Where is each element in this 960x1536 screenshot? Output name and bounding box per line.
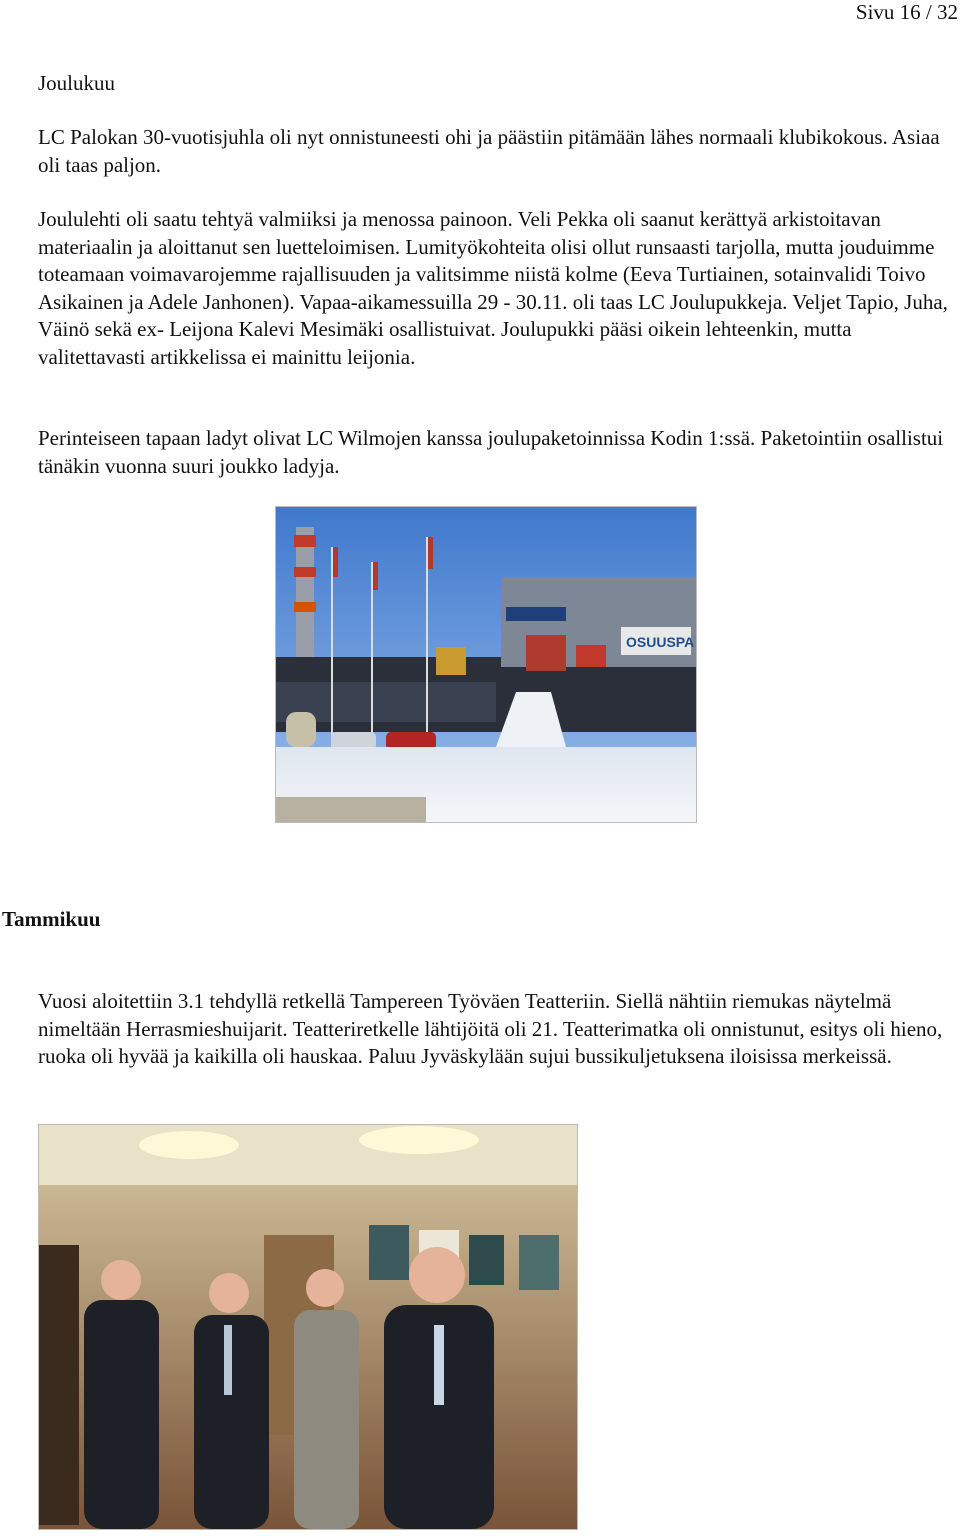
store-sign-osuuspa: OSUUSPA	[626, 634, 695, 650]
section-heading-december: Joulukuu	[38, 71, 116, 95]
shopping-centre-photo	[275, 506, 697, 823]
theatre-group-photo	[38, 1124, 578, 1530]
paragraph-december-1: LC Palokan 30-vuotisjuhla oli nyt onnistuneesti ohi ja päästiin pitämään lähes normaali klubikokous. Asiaa oli taas paljon.	[38, 125, 940, 177]
paragraph-december-3: Perinteiseen tapaan ladyt olivat LC Wilmojen kanssa joulupaketoinnissa Kodin 1:ssä. Paketointiin osallistui tänäkin vuonna suuri joukko ladyja.	[38, 426, 944, 478]
section-heading-january: Tammikuu	[2, 907, 101, 931]
paragraph-january-1: Vuosi aloitettiin 3.1 tehdyllä retkellä Tampereen Työväen Teatteriin. Siellä nähtiin riemukas näytelmä nimeltään Herrasmieshuijarit. Teatteriretkelle lähtijöitä oli 21. Teatterimatka oli onnistunut, esitys oli hieno, ruoka oli hyvää ja kaikilla oli hauskaa. Paluu Jyväskylään sujui bussikuljetuksena iloisissa merkeissä.	[38, 989, 943, 1069]
paragraph-december-2: Joululehti oli saatu tehtyä valmiiksi ja menossa painoon. Veli Pekka oli saanut kerättyä arkistoitavan materiaalin ja aloittanut sen luetteloimisen. Lumityökohteita olisi ollut runsaasti tarjolla, mutta jouduimme toteamaan voimavarojemme rajallisuuden ja valitsimme niistä kolme (Eeva Turtiainen, sotainvalidi Toivo Asikainen ja Adele Janhonen). Vapaa-aikamessuilla 29 - 30.11. oli taas LC Joulupukkeja. Veljet Tapio, Juha, Väinö sekä ex- Leijona Kalevi Mesimäki osallistuivat. Joulupukki pääsi oikein lehteenkin, mutta valitettavasti artikkelissa ei mainittu leijonia.	[38, 207, 948, 369]
page-number: Sivu 16 / 32	[855, 0, 958, 24]
